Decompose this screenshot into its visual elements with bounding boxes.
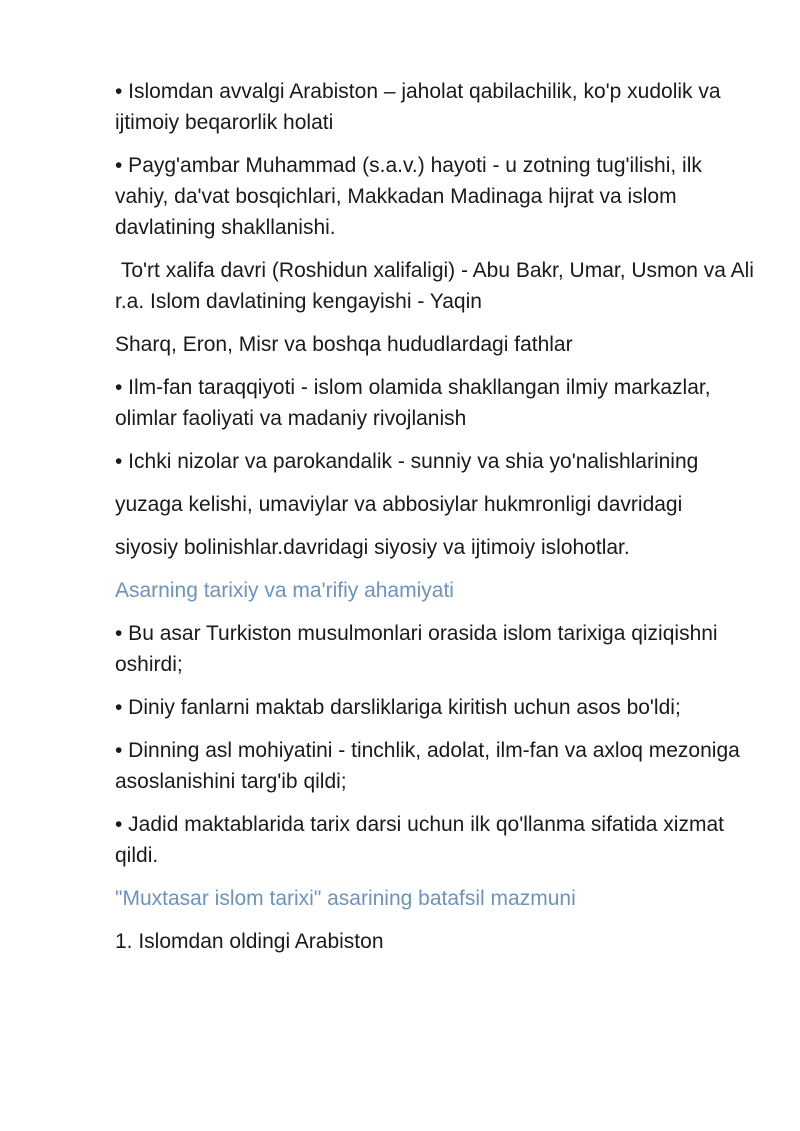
bullet-science-progress: • Ilm-fan taraqqiyoti - islom olamida shakllangan ilmiy markazlar, olimlar faoliyati va madaniy rivojlanish	[115, 376, 711, 430]
bullet-internal-conflicts: • Ichki nizolar va parokandalik - sunniy va shia yo'nalishlarining	[115, 450, 699, 473]
bullet-interest-history: • Bu asar Turkiston musulmonlari orasida islom tarixiga qiziqishni oshirdi;	[115, 622, 718, 676]
section-heading-detailed-content: "Muxtasar islom tarixi" asarining batafsil mazmuni	[115, 887, 576, 910]
bullet-prophet-life: • Payg'ambar Muhammad (s.a.v.) hayoti - u zotning tug'ilishi, ilk vahiy, da'vat bosqichlari, Makkadan Madinaga hijrat va islom davlatining shakllanishi.	[115, 154, 702, 239]
bullet-jadid-schools: • Jadid maktablarida tarix darsi uchun ilk qo'llanma sifatida xizmat qildi.	[115, 813, 724, 867]
paragraph-conquests: Sharq, Eron, Misr va boshqa hududlardagi fathlar	[115, 333, 573, 356]
bullet-religious-subjects: • Diniy fanlarni maktab darsliklariga kiritish uchun asos bo'ldi;	[115, 696, 681, 719]
section-heading-significance: Asarning tarixiy va ma'rifiy ahamiyati	[115, 579, 454, 602]
paragraph-umayyads-abbasids: yuzaga kelishi, umaviylar va abbosiylar hukmronligi davridagi	[115, 493, 683, 516]
paragraph-political-divisions: siyosiy bolinishlar.davridagi siyosiy va ijtimoiy islohotlar.	[115, 536, 630, 559]
numbered-item-1: 1. Islomdan oldingi Arabiston	[115, 930, 384, 953]
document-page	[115, 76, 760, 969]
bullet-pre-islamic-arabia: • Islomdan avvalgi Arabiston – jaholat qabilachilik, ko'p xudolik va ijtimoiy beqarorlik holati	[115, 80, 721, 134]
bullet-essence-religion: • Dinning asl mohiyatini - tinchlik, adolat, ilm-fan va axloq mezoniga asoslanishini targ'ib qildi;	[115, 739, 740, 793]
paragraph-four-caliphs: To'rt xalifa davri (Roshidun xalifaligi) - Abu Bakr, Umar, Usmon va Ali r.a. Islom davlatining kengayishi - Yaqin	[115, 259, 760, 313]
